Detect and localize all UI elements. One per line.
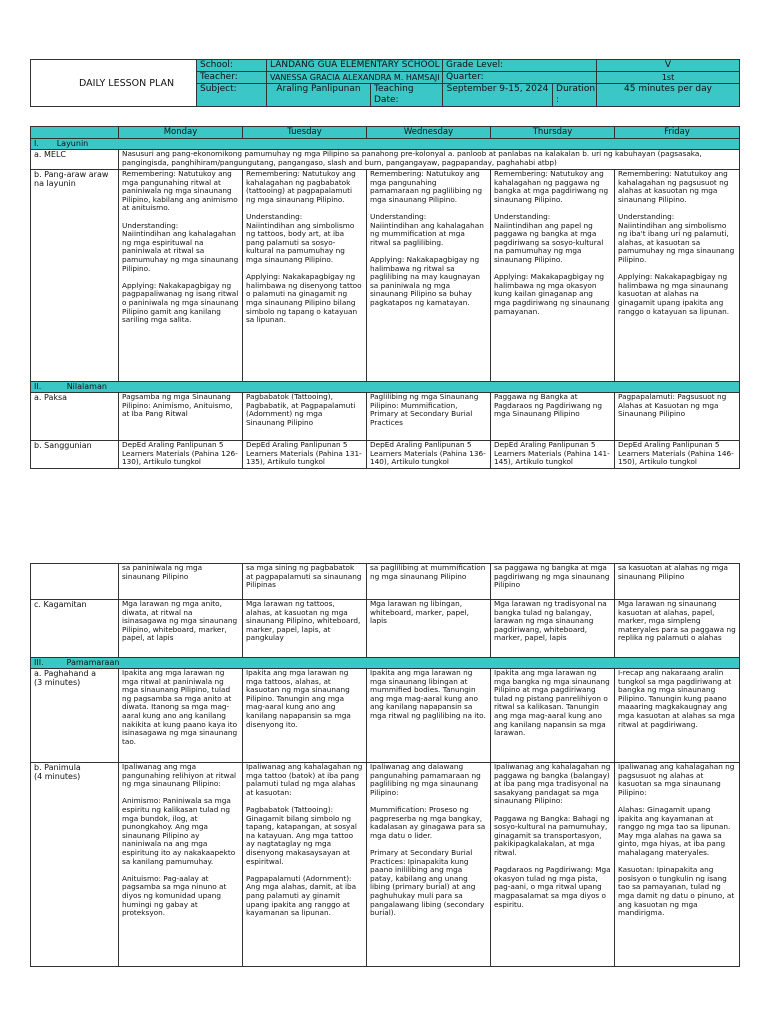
quarter-label: Quarter: <box>443 72 597 84</box>
row-label-layunin: b. Pang-araw araw na layunin <box>31 170 119 382</box>
grade-value: V <box>597 60 740 72</box>
duration-label: Duration : <box>553 84 597 107</box>
section-nilalaman: II. Nilalaman <box>31 382 740 393</box>
layunin-monday: Remembering: Natutukoy ang mga pangunahing ritwal at paniniwala ng mga sinaunang Pilipino, kabilang ang animismo at anituismo. Understanding: Naiintindihan ang kahalagahan ng mga espirituwal na paniniwala at ritwal sa pamumuhay ng mga sinaunang Pilipino. Applying: Nakakapagbigay ng pagpapaliwanag ng isang ritwal o paniniwala ng mga sinaunang Pilipino gamit ang kanilang sariling mga salita. <box>119 170 243 382</box>
layunin-wednesday: Remembering: Natutukoy ang mga pangunahing pamamaraan ng paglilibing ng mga sinaunang Pilipino. Understanding: Naiintindihan ang kahalagahan ng mummification at mga ritwal sa paglilibing. Applying: Nakakapagbigay ng halimbawa ng ritwal sa paglilibing na may kaugnayan sa paniniwala ng mga sinaunang Pilipino sa buhay pagkatapos ng kamatayan. <box>367 170 491 382</box>
teacher-value: VANESSA GRACIA ALEXANDRA M. HAMSAJI <box>267 72 443 84</box>
teaching-date-value: September 9-15, 2024 <box>443 84 553 107</box>
sanggunian-cont-tuesday: sa mga sining ng pagbabatok at pagpapalamuti sa sinaunang Pilipinas <box>243 564 367 600</box>
plan-title-cell <box>31 60 197 107</box>
layunin-thursday: Remembering: Natutukoy ang kahalagahan ng paggawa ng bangka at mga pagdiriwang ng sinaunang Pilipino. Understanding: Naiintindihan ang papel ng paggawa ng bangka at mga pagdiriwang sa sosyo-kultural na pamumuhay ng mga sinaunang Pilipino. Applying: Makakapagbigay ng halimbawa ng mga okasyon kung kailan ginaganap ang mga pagdiriwang ng sinaunang pamayanan. <box>491 170 615 382</box>
kagamitan-monday: Mga larawan ng mga anito, diwata, at ritwal na isinasagawa ng mga sinaunang Pilipino, whiteboard, marker, papel, at lapis <box>119 600 243 658</box>
panimula-friday: Ipaliwanag ang kahalagahan ng pagsusuot ng alahas at kasuotan sa mga sinaunang Pilipino: Alahas: Ginagamit upang ipakita ang kayamanan at ranggo ng mga tao sa lipunan. May mga alahas na gawa sa ginto, mga hiyas, at iba pang mahalagang materyales. Kasuotan: Ipinapakita ang posisyon o tungkulin ng isang tao sa pamayanan, tulad ng mga damit ng datu o pinuno, at ang kasuotan ng mga mandirigma. <box>615 763 740 967</box>
subject-value: Araling Panlipunan <box>267 84 371 107</box>
kagamitan-thursday: Mga larawan ng tradisyonal na bangka tulad ng balangay, larawan ng mga sinaunang pagdiriwang, whiteboard, marker, papel, lapis <box>491 600 615 658</box>
sanggunian-cont-monday: sa paniniwala ng mga sinaunang Pilipino <box>119 564 243 600</box>
sanggunian-thursday: DepEd Araling Panlipunan 5 Learners Materials (Pahina 141-145), Artikulo tungkol <box>491 441 615 469</box>
day-header-wednesday: Wednesday <box>367 127 491 139</box>
teacher-label: Teacher: <box>197 72 267 84</box>
row-label-kagamitan: c. Kagamitan <box>31 600 119 658</box>
lesson-table-page2 <box>30 563 740 967</box>
kagamitan-wednesday: Mga larawan ng libingan, whiteboard, marker, papel, lapis <box>367 600 491 658</box>
day-header-monday: Monday <box>119 127 243 139</box>
paghahanda-monday: Ipakita ang mga larawan ng mga ritwal at paniniwala ng mga sinaunang Pilipino, tulad ng pagsamba sa mga anito at diwata. Itanong sa mga mag-aaral kung ano ang kanilang nakikita at kung paano kaya ito isinasagawa ng mga sinaunang tao. <box>119 669 243 763</box>
kagamitan-friday: Mga larawan ng sinaunang kasuotan at alahas, papel, marker, mga simpleng materyales para sa paggawa ng replika ng palamuti o alahas <box>615 600 740 658</box>
subject-label: Subject: <box>197 84 267 107</box>
section-layunin: I. Layunin <box>31 139 740 150</box>
sanggunian-cont-friday: sa kasuotan at alahas ng mga sinaunang Pilipino <box>615 564 740 600</box>
layunin-friday: Remembering: Natutukoy ang kahalagahan ng pagsusuot ng alahas at kasuotan ng mga sinaunang Pilipino. Understanding: Naiintindihan ang simbolismo ng iba't ibang uri ng palamuti, alahas, at kasuotan sa pamumuhay ng mga sinaunang Pilipino. Applying: Nakakapagbigay ng halimbawa ng mga sinaunang kasuotan at alahas na ginagamit upang ipakita ang ranggo o katayuan sa lipunan. <box>615 170 740 382</box>
day-header-thursday: Thursday <box>491 127 615 139</box>
row-label-sanggunian-cont <box>31 564 119 600</box>
panimula-wednesday: Ipaliwanag ang dalawang pangunahing pamamaraan ng paglilibing ng mga sinaunang Pilipino: Mummification: Proseso ng pagpreserba ng mga bangkay, kadalasan ay ginagawa para sa mga datu o lider. Primary at Secondary Burial Practices: Ipinapakita kung paano inililibing ang mga patay, kabilang ang unang libing (primary burial) at ang paghuhukay muli para sa pangalawang libing (secondary burial). <box>367 763 491 967</box>
lesson-table-page1 <box>30 126 740 469</box>
grade-label: Grade Level: <box>443 60 597 72</box>
panimula-monday: Ipaliwanag ang mga pangunahing relihiyon at ritwal ng mga sinaunang Pilipino: Animismo: Paniniwala sa mga espiritu ng kalikasan tulad ng mga bundok, ilog, at punongkahoy. Ang mga sinaunang Pilipino ay naniniwala na ang mga espiritung ito ay nakakaapekto sa kanilang pamumuhay. Anituismo: Pag-aalay at pagsamba sa mga ninuno at diyos ng komunidad upang humingi ng gabay at proteksyon. <box>119 763 243 967</box>
row-label-paghahanda: a. Paghahand a (3 minutes) <box>31 669 119 763</box>
sanggunian-cont-wednesday: sa paglilibing at mummification ng mga sinaunang Pilipino <box>367 564 491 600</box>
section-pamamaraan: III. Pamamaraan <box>31 658 740 669</box>
paghahanda-wednesday: Ipakita ang mga larawan ng mga sinaunang libingan at mummified bodies. Tanungin ang mga mag-aaral kung ano ang kanilang napapansin sa mga ritwal ng paglilibing na ito. <box>367 669 491 763</box>
panimula-tuesday: Ipaliwanag ang kahalagahan ng mga tattoo (batok) at iba pang palamuti tulad ng mga alahas at kasuotan: Pagbabatok (Tattooing): Ginagamit bilang simbolo ng tapang, katapangan, at sosyal na katayuan. Ang mga tattoo ay nagtataglay ng mga disenyong makasaysayan at espiritwal. Pagpapalamuti (Adornment): Ang mga alahas, damit, at iba pang palamuti ay ginamit upang ipakita ang ranggo at kayamanan sa lipunan. <box>243 763 367 967</box>
plan-title: DAILY LESSON PLAN <box>79 77 175 89</box>
school-value: LANDANG GUA ELEMENTARY SCHOOL <box>267 60 443 72</box>
panimula-thursday: Ipaliwanag ang kahalagahan ng paggawa ng bangka (balangay) at iba pang mga tradisyonal na sasakyang pandagat sa mga sinaunang Pilipino: Paggawa ng Bangka: Bahagi ng sosyo-kultural na pamumuhay, ginagamit sa transportasyon, pakikipagkalakalan, at mga ritwal. Pagdaraos ng Pagdiriwang: Mga okasyon tulad ng mga pista, pag-aani, o mga ritwal upang magpasalamat sa mga diyos o espiritu. <box>491 763 615 967</box>
sanggunian-cont-thursday: sa paggawa ng bangka at mga pagdiriwang ng mga sinaunang Pilipino <box>491 564 615 600</box>
paghahanda-friday: I-recap ang nakaraang aralin tungkol sa mga pagdiriwang at bangka ng mga sinaunang Pilipino. Tanungin kung paano maaaring magkakaugnay ang mga kasuotan at alahas sa mga ritwal at pagdiriwang. <box>615 669 740 763</box>
sanggunian-tuesday: DepEd Araling Panlipunan 5 Learners Materials (Pahina 131-135), Artikulo tungkol <box>243 441 367 469</box>
header-table <box>30 59 740 107</box>
row-label-panimula: b. Panimula (4 minutes) <box>31 763 119 967</box>
layunin-tuesday: Remembering: Natutukoy ang kahalagahan ng pagbabatok (tattooing) at pagpapalamuti ng mga sinaunang Pilipino. Understanding: Naiintindihan ang simbolismo ng tattoos, body art, at iba pang palamuti sa sosyo-kultural na pamumuhay ng mga sinaunang Pilipino. Applying: Nakakapagbigay ng halimbawa ng disenyong tattoo o palamuti na ginagamit ng mga sinaunang Pilipino bilang simbolo ng tapang o katayuan sa lipunan. <box>243 170 367 382</box>
row-label-sanggunian: b. Sanggunian <box>31 441 119 469</box>
day-header-friday: Friday <box>615 127 740 139</box>
kagamitan-tuesday: Mga larawan ng tattoos, alahas, at kasuotan ng mga sinaunang Pilipino, whiteboard, marker, papel, lapis, at pangkulay <box>243 600 367 658</box>
paksa-tuesday: Pagbabatok (Tattooing), Pagbabatik, at Pagpapalamuti (Adornment) ng mga Sinaunang Pilipino <box>243 393 367 441</box>
melc-text: Nasusuri ang pang-ekonomikong pamumuhay ng mga Pilipino sa panahong pre-kolonyal a. panloob at panlabas na kalakalan b. uri ng kabuhayan (pagsasaka, pangingisda, panghihiram/pangungutang, pangangaso, slash and burn, pangangayaw, pagpapanday, paghahabi atbp) <box>119 150 740 170</box>
sanggunian-friday: DepEd Araling Panlipunan 5 Learners Materials (Pahina 146-150), Artikulo tungkol <box>615 441 740 469</box>
sanggunian-monday: DepEd Araling Panlipunan 5 Learners Materials (Pahina 126-130), Artikulo tungkol <box>119 441 243 469</box>
school-label: School: <box>197 60 267 72</box>
paksa-wednesday: Paglilibing ng mga Sinaunang Pilipino: Mummification, Primary at Secondary Burial Practices <box>367 393 491 441</box>
paghahanda-thursday: Ipakita ang mga larawan ng mga bangka ng mga sinaunang Pilipino at mga pagdiriwang tulad ng pistang panrelihiyon o ritwal sa kalikasan. Tanungin ang mga mag-aaral kung ano ang kanilang napansin sa mga larawan. <box>491 669 615 763</box>
paksa-thursday: Paggawa ng Bangka at Pagdaraos ng Pagdiriwang ng mga Sinaunang Pilipino <box>491 393 615 441</box>
teaching-date-label: Teaching Date: <box>371 84 443 107</box>
day-header-tuesday: Tuesday <box>243 127 367 139</box>
paghahanda-tuesday: Ipakita ang mga larawan ng mga tattoos, alahas, at kasuotan ng mga sinaunang Pilipino. Tanungin ang mga mag-aaral kung ano ang kanilang napapansin sa mga disenyong ito. <box>243 669 367 763</box>
row-label-melc: a. MELC <box>31 150 119 170</box>
paksa-monday: Pagsamba ng mga Sinaunang Pilipino: Animismo, Anituismo, at Iba Pang Ritwal <box>119 393 243 441</box>
row-label-paksa: a. Paksa <box>31 393 119 441</box>
duration-value: 45 minutes per day <box>597 84 740 107</box>
corner-cell <box>31 127 119 139</box>
paksa-friday: Pagpapalamuti: Pagsusuot ng Alahas at Kasuotan ng mga Sinaunang Pilipino <box>615 393 740 441</box>
quarter-value: 1st <box>597 72 740 84</box>
sanggunian-wednesday: DepEd Araling Panlipunan 5 Learners Materials (Pahina 136-140), Artikulo tungkol <box>367 441 491 469</box>
